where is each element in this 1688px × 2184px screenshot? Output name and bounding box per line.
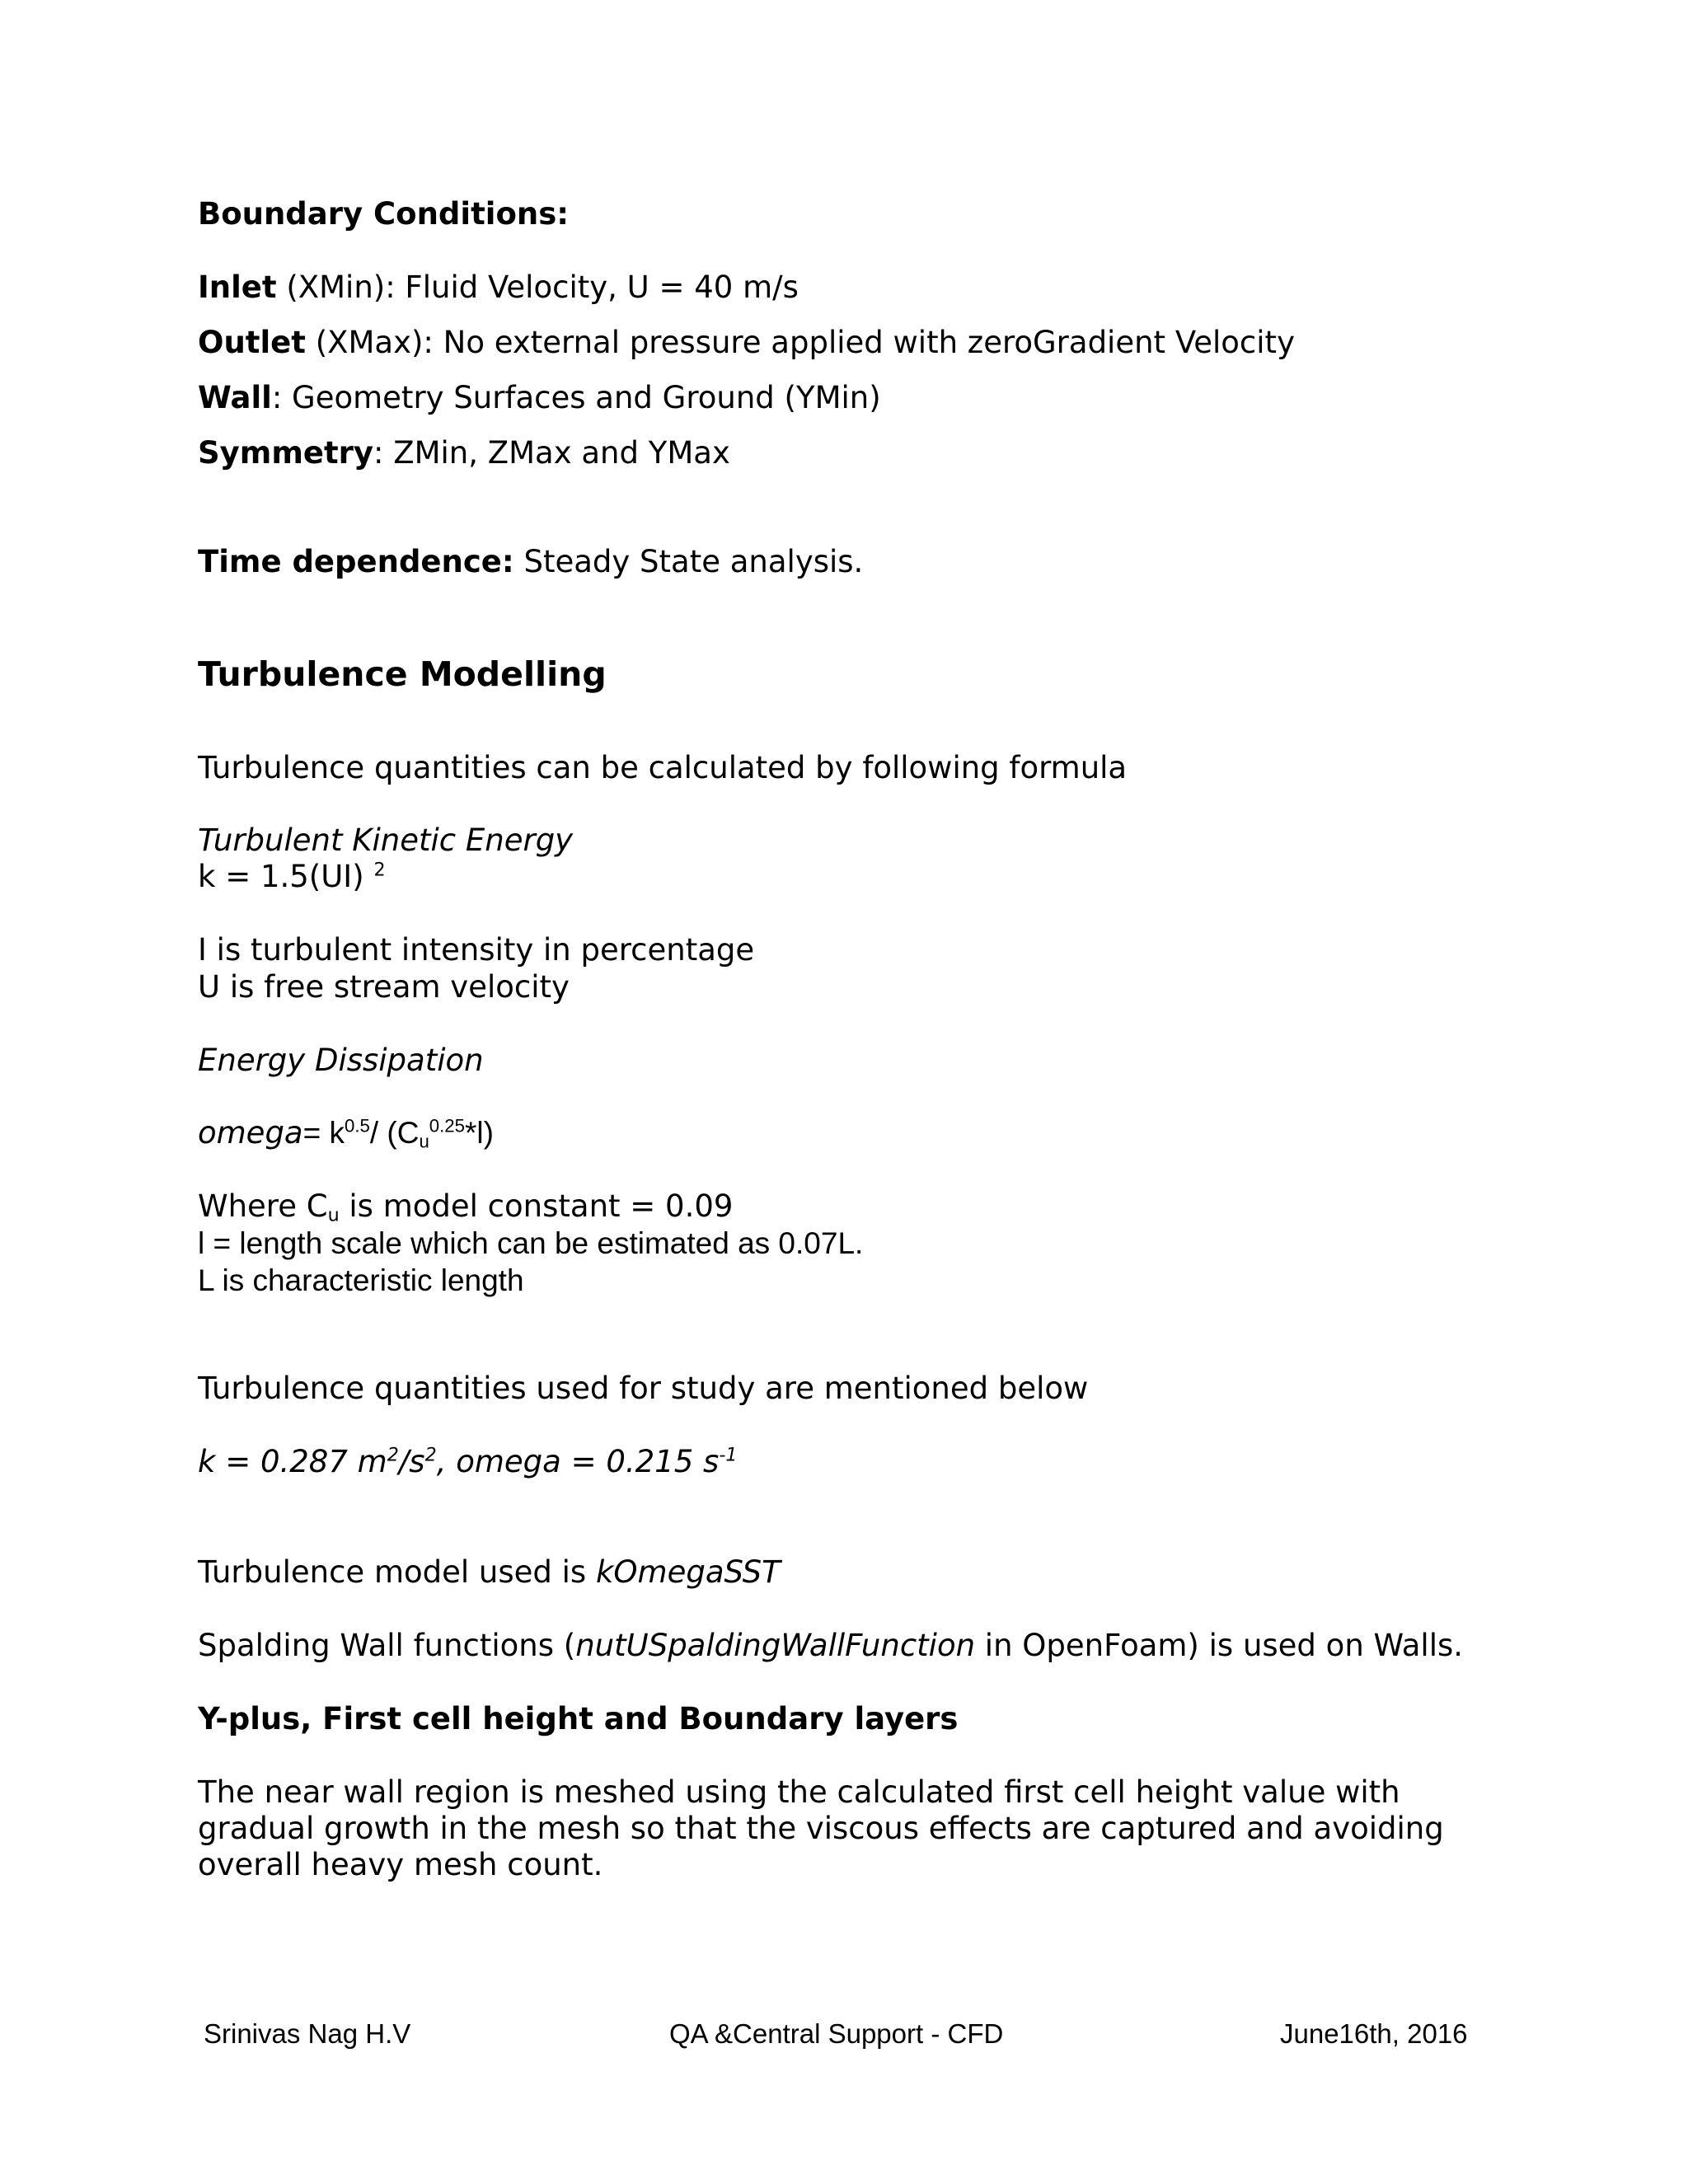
where-suffix: is model constant = 0.09 (339, 1188, 734, 1224)
tke-formula-exponent: 2 (373, 859, 386, 881)
tke-title: Turbulent Kinetic Energy (198, 823, 574, 858)
spalding-function: nutUSpaldingWallFunction (575, 1628, 976, 1663)
where-prefix: Where C (198, 1188, 328, 1224)
spalding-line (198, 1627, 1463, 1665)
omega-formula (198, 1114, 494, 1152)
where-subscript: u (327, 1204, 340, 1226)
length-scale-definition: l = length scale which can be estimated as 0.07L. (198, 1226, 864, 1260)
omega-tail: *l) (464, 1116, 494, 1150)
values-k-exp1: 2 (387, 1444, 399, 1466)
footer-department: QA &Central Support - CFD (669, 2018, 1004, 2049)
footer-author: Srinivas Nag H.V (204, 2018, 411, 2049)
spalding-suffix: in OpenFoam) is used on Walls. (975, 1628, 1464, 1663)
values-k-mid: /s (398, 1444, 425, 1479)
characteristic-length-definition: L is characteristic length (198, 1263, 524, 1297)
values-omega-exp: -1 (719, 1444, 738, 1466)
wall-text: : Geometry Surfaces and Ground (YMin) (271, 380, 881, 415)
time-dependence-text: Steady State analysis. (513, 544, 864, 579)
symmetry-line (198, 434, 730, 472)
values-omega: , omega = 0.215 s (436, 1444, 720, 1479)
cu-definition (198, 1188, 733, 1226)
u-definition: U is free stream velocity (198, 969, 570, 1005)
omega-c-exponent: 0.25 (429, 1115, 465, 1137)
study-intro: Turbulence quantities used for study are mentioned below (198, 1371, 1089, 1406)
outlet-line (198, 324, 1295, 362)
omega-label: omega (198, 1115, 303, 1151)
wall-line (198, 379, 881, 417)
i-definition: I is turbulent intensity in percentage (198, 932, 755, 968)
tke-formula-base: k = 1.5(UI) (198, 859, 364, 894)
turbulence-model-line (198, 1554, 781, 1591)
spalding-prefix: Spalding Wall functions ( (198, 1628, 576, 1663)
inlet-text: (XMin): Fluid Velocity, U = 40 m/s (276, 269, 799, 305)
yplus-heading: Y-plus, First cell height and Boundary layers (198, 1701, 959, 1736)
model-prefix: Turbulence model used is (198, 1554, 596, 1590)
time-dependence-line (198, 543, 863, 581)
symmetry-label: Symmetry (198, 435, 374, 471)
omega-k-exponent: 0.5 (345, 1115, 370, 1137)
symmetry-text: : ZMin, ZMax and YMax (373, 435, 730, 471)
turbulence-intro: Turbulence quantities can be calculated by following formula (198, 750, 1128, 785)
outlet-label: Outlet (198, 325, 306, 360)
yplus-paragraph-line-3: overall heavy mesh count. (198, 1847, 603, 1882)
values-k-exp2: 2 (424, 1444, 437, 1466)
wall-label: Wall (198, 380, 272, 415)
inlet-label: Inlet (198, 269, 277, 305)
study-values (198, 1443, 737, 1481)
omega-divisor: / (C (369, 1116, 420, 1150)
yplus-paragraph-line-2: gradual growth in the mesh so that the viscous effects are captured and avoiding (198, 1811, 1444, 1846)
omega-eq: = k (302, 1116, 345, 1150)
model-name: kOmegaSST (595, 1554, 781, 1590)
time-dependence-label: Time dependence: (198, 544, 514, 579)
footer-date: June16th, 2016 (1280, 2018, 1468, 2049)
outlet-text: (XMax): No external pressure applied with zeroGradient Velocity (305, 325, 1295, 360)
inlet-line (198, 269, 799, 307)
boundary-conditions-heading: Boundary Conditions: (198, 196, 570, 232)
dissipation-title: Energy Dissipation (198, 1043, 484, 1078)
tke-formula (198, 858, 386, 896)
omega-c-subscript: u (419, 1131, 429, 1152)
values-k: k = 0.287 m (198, 1444, 387, 1479)
yplus-paragraph-line-1: The near wall region is meshed using the calculated first cell height value with (198, 1774, 1400, 1810)
turbulence-heading: Turbulence Modelling (198, 654, 607, 694)
